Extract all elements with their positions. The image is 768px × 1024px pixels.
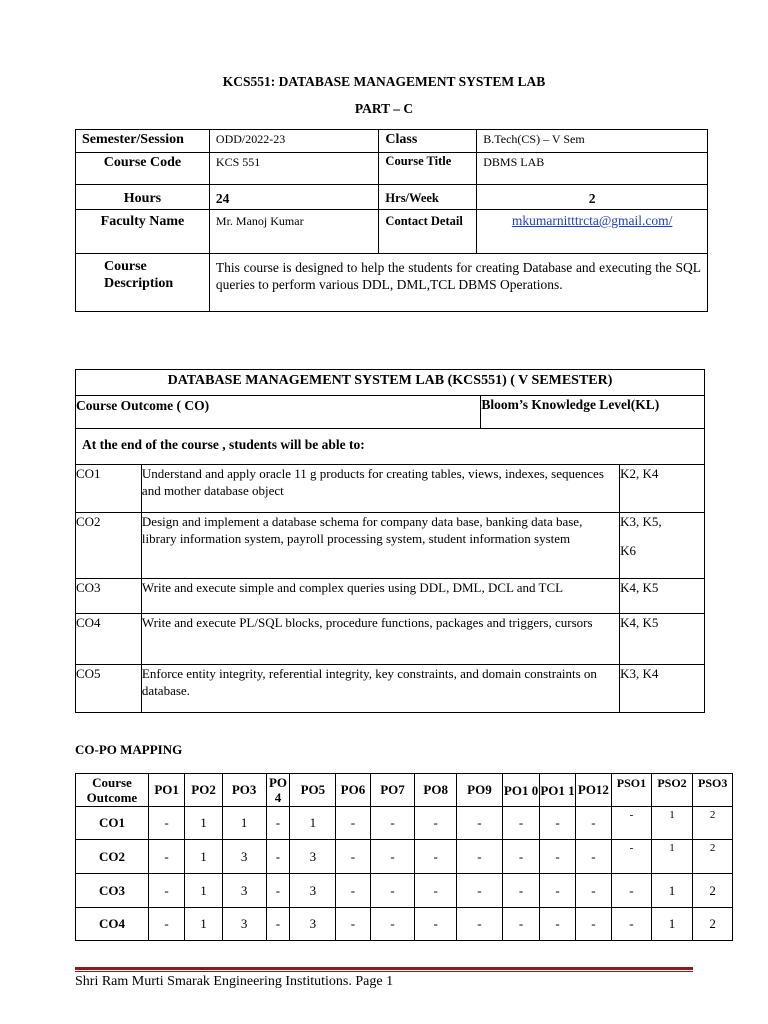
description-value: This course is designed to help the students for creating Database and executing the SQL queries to perform various DDL, DML,TCL DBMS Operations. bbox=[209, 254, 707, 312]
mapping-cell: - bbox=[148, 908, 184, 941]
kl-line: K3, K5, bbox=[620, 514, 662, 529]
mapping-header-cell: PO7 bbox=[370, 774, 415, 807]
mapping-cell: - bbox=[612, 874, 652, 908]
mapping-cell: - bbox=[502, 807, 539, 840]
mapping-header-cell: PO1 1 bbox=[540, 774, 575, 807]
co-description: Write and execute simple and complex queries using DDL, DML, DCL and TCL bbox=[141, 579, 619, 614]
mapping-row-label: CO4 bbox=[76, 908, 149, 941]
contact-email-link[interactable]: mkumarnitttrcta@gmail.com/ bbox=[511, 213, 673, 228]
mapping-cell: - bbox=[336, 874, 370, 908]
co-knowledge-level: K3, K4 bbox=[620, 665, 705, 713]
mapping-cell: - bbox=[540, 840, 575, 874]
mapping-cell: - bbox=[415, 807, 457, 840]
mapping-cell: - bbox=[370, 874, 415, 908]
mapping-row-label: CO3 bbox=[76, 874, 149, 908]
mapping-cell: - bbox=[457, 840, 503, 874]
hours-value: 24 bbox=[209, 185, 379, 210]
co-id: CO4 bbox=[76, 614, 142, 665]
mapping-header-cell: PSO3 bbox=[693, 774, 733, 807]
co-id: CO5 bbox=[76, 665, 142, 713]
page-footer: Shri Ram Murti Smarak Engineering Institutions. Page 1 bbox=[75, 974, 394, 989]
mapping-cell: - bbox=[370, 807, 415, 840]
mapping-cell: 2 bbox=[693, 874, 733, 908]
co-table-title: DATABASE MANAGEMENT SYSTEM LAB (KCS551) ( V SEMESTER) bbox=[76, 370, 705, 396]
mapping-cell: - bbox=[540, 908, 575, 941]
mapping-header-cell: Course Outcome bbox=[76, 774, 149, 807]
mapping-cell: 1 bbox=[651, 807, 693, 840]
mapping-cell: - bbox=[415, 908, 457, 941]
course-info-table bbox=[75, 129, 708, 312]
mapping-cell: 1 bbox=[185, 908, 222, 941]
mapping-cell: - bbox=[612, 908, 652, 941]
mapping-cell: 1 bbox=[651, 874, 693, 908]
mapping-cell: 1 bbox=[222, 807, 266, 840]
mapping-cell: 1 bbox=[651, 908, 693, 941]
mapping-cell: - bbox=[148, 840, 184, 874]
co-knowledge-level: K2, K4 bbox=[620, 465, 705, 513]
mapping-row bbox=[76, 874, 733, 908]
hrs-week-value: 2 bbox=[477, 185, 708, 210]
mapping-header-cell: PO 4 bbox=[266, 774, 290, 807]
course-title-label: Course Title bbox=[379, 153, 477, 185]
co-description: Design and implement a database schema for company data base, banking data base, library information system, payroll processing system, student information system bbox=[141, 513, 619, 579]
mapping-cell: 2 bbox=[693, 807, 733, 840]
mapping-cell: 3 bbox=[290, 908, 336, 941]
semester-label: Semester/Session bbox=[76, 130, 210, 153]
mapping-row bbox=[76, 840, 733, 874]
mapping-cell: - bbox=[336, 908, 370, 941]
co-id: CO1 bbox=[76, 465, 142, 513]
mapping-cell: 1 bbox=[185, 840, 222, 874]
description-label: Course Description bbox=[76, 254, 210, 312]
mapping-cell: - bbox=[336, 840, 370, 874]
course-code-label: Course Code bbox=[76, 153, 210, 185]
co-id: CO3 bbox=[76, 579, 142, 614]
footer-divider-thin bbox=[75, 971, 693, 972]
mapping-cell: - bbox=[540, 807, 575, 840]
mapping-cell: - bbox=[266, 807, 290, 840]
mapping-cell: 3 bbox=[290, 874, 336, 908]
co-description: Write and execute PL/SQL blocks, procedure functions, packages and triggers, cursors bbox=[141, 614, 619, 665]
document-title: KCS551: DATABASE MANAGEMENT SYSTEM LAB bbox=[222, 74, 546, 89]
mapping-cell: - bbox=[266, 908, 290, 941]
mapping-row-label: CO1 bbox=[76, 807, 149, 840]
mapping-cell: - bbox=[457, 908, 503, 941]
mapping-cell: - bbox=[575, 807, 611, 840]
mapping-cell: - bbox=[415, 840, 457, 874]
mapping-row bbox=[76, 807, 733, 840]
mapping-cell: - bbox=[575, 840, 611, 874]
co-id: CO2 bbox=[76, 513, 142, 579]
mapping-header-cell: PO8 bbox=[415, 774, 457, 807]
mapping-cell: - bbox=[266, 874, 290, 908]
mapping-header-cell: PO3 bbox=[222, 774, 266, 807]
mapping-header-cell: PO5 bbox=[290, 774, 336, 807]
mapping-header-cell: PO12 bbox=[575, 774, 611, 807]
mapping-cell: 1 bbox=[185, 807, 222, 840]
hours-label: Hours bbox=[76, 185, 210, 210]
co-po-mapping-table bbox=[75, 773, 733, 941]
mapping-cell: - bbox=[370, 908, 415, 941]
part-heading: PART – C bbox=[354, 101, 414, 116]
semester-value: ODD/2022-23 bbox=[209, 130, 379, 153]
co-po-mapping-heading: CO-PO MAPPING bbox=[75, 742, 183, 757]
mapping-header-cell: PSO1 bbox=[612, 774, 652, 807]
mapping-row-label: CO2 bbox=[76, 840, 149, 874]
mapping-cell: 3 bbox=[290, 840, 336, 874]
kl-line: K6 bbox=[620, 543, 636, 558]
mapping-cell: - bbox=[540, 874, 575, 908]
mapping-cell: 3 bbox=[222, 908, 266, 941]
contact-label: Contact Detail bbox=[379, 210, 477, 254]
mapping-cell: - bbox=[415, 874, 457, 908]
mapping-cell: - bbox=[457, 807, 503, 840]
mapping-cell: 3 bbox=[222, 840, 266, 874]
co-description: Understand and apply oracle 11 g products for creating tables, views, indexes, sequences and mother database object bbox=[141, 465, 619, 513]
course-title-value: DBMS LAB bbox=[477, 153, 708, 185]
mapping-header-cell: PO1 0 bbox=[502, 774, 539, 807]
mapping-cell: - bbox=[612, 807, 652, 840]
co-column-header: Course Outcome ( CO) bbox=[76, 396, 481, 429]
mapping-cell: - bbox=[457, 874, 503, 908]
mapping-cell: - bbox=[502, 840, 539, 874]
mapping-cell: - bbox=[266, 840, 290, 874]
mapping-cell: - bbox=[612, 840, 652, 874]
mapping-cell: - bbox=[370, 840, 415, 874]
mapping-cell: 1 bbox=[651, 840, 693, 874]
hrs-week-label: Hrs/Week bbox=[379, 185, 477, 210]
mapping-cell: - bbox=[575, 874, 611, 908]
faculty-value: Mr. Manoj Kumar bbox=[209, 210, 379, 254]
co-knowledge-level: K4, K5 bbox=[620, 579, 705, 614]
co-knowledge-level: K4, K5 bbox=[620, 614, 705, 665]
co-description: Enforce entity integrity, referential integrity, key constraints, and domain constraints on database. bbox=[141, 665, 619, 713]
mapping-cell: - bbox=[148, 807, 184, 840]
mapping-header-cell: PO9 bbox=[457, 774, 503, 807]
course-code-value: KCS 551 bbox=[209, 153, 379, 185]
mapping-header-cell: PSO2 bbox=[651, 774, 693, 807]
mapping-cell: - bbox=[336, 807, 370, 840]
mapping-cell: - bbox=[502, 874, 539, 908]
bloom-column-header: Bloom’s Knowledge Level(KL) bbox=[481, 396, 705, 429]
mapping-cell: 1 bbox=[290, 807, 336, 840]
class-label: Class bbox=[379, 130, 477, 153]
mapping-header-cell: PO2 bbox=[185, 774, 222, 807]
mapping-cell: - bbox=[502, 908, 539, 941]
contact-value-cell bbox=[477, 210, 708, 254]
co-intro: At the end of the course , students will be able to: bbox=[76, 429, 705, 465]
co-knowledge-level bbox=[620, 513, 705, 579]
course-outcome-table bbox=[75, 369, 705, 713]
mapping-header-cell: PO1 bbox=[148, 774, 184, 807]
mapping-cell: 2 bbox=[693, 840, 733, 874]
mapping-cell: - bbox=[575, 908, 611, 941]
mapping-row bbox=[76, 908, 733, 941]
faculty-label: Faculty Name bbox=[76, 210, 210, 254]
mapping-cell: 3 bbox=[222, 874, 266, 908]
footer-divider bbox=[75, 967, 693, 970]
mapping-header-row bbox=[76, 774, 733, 807]
mapping-header-cell: PO6 bbox=[336, 774, 370, 807]
mapping-cell: 1 bbox=[185, 874, 222, 908]
class-value: B.Tech(CS) – V Sem bbox=[477, 130, 708, 153]
mapping-cell: 2 bbox=[693, 908, 733, 941]
mapping-cell: - bbox=[148, 874, 184, 908]
